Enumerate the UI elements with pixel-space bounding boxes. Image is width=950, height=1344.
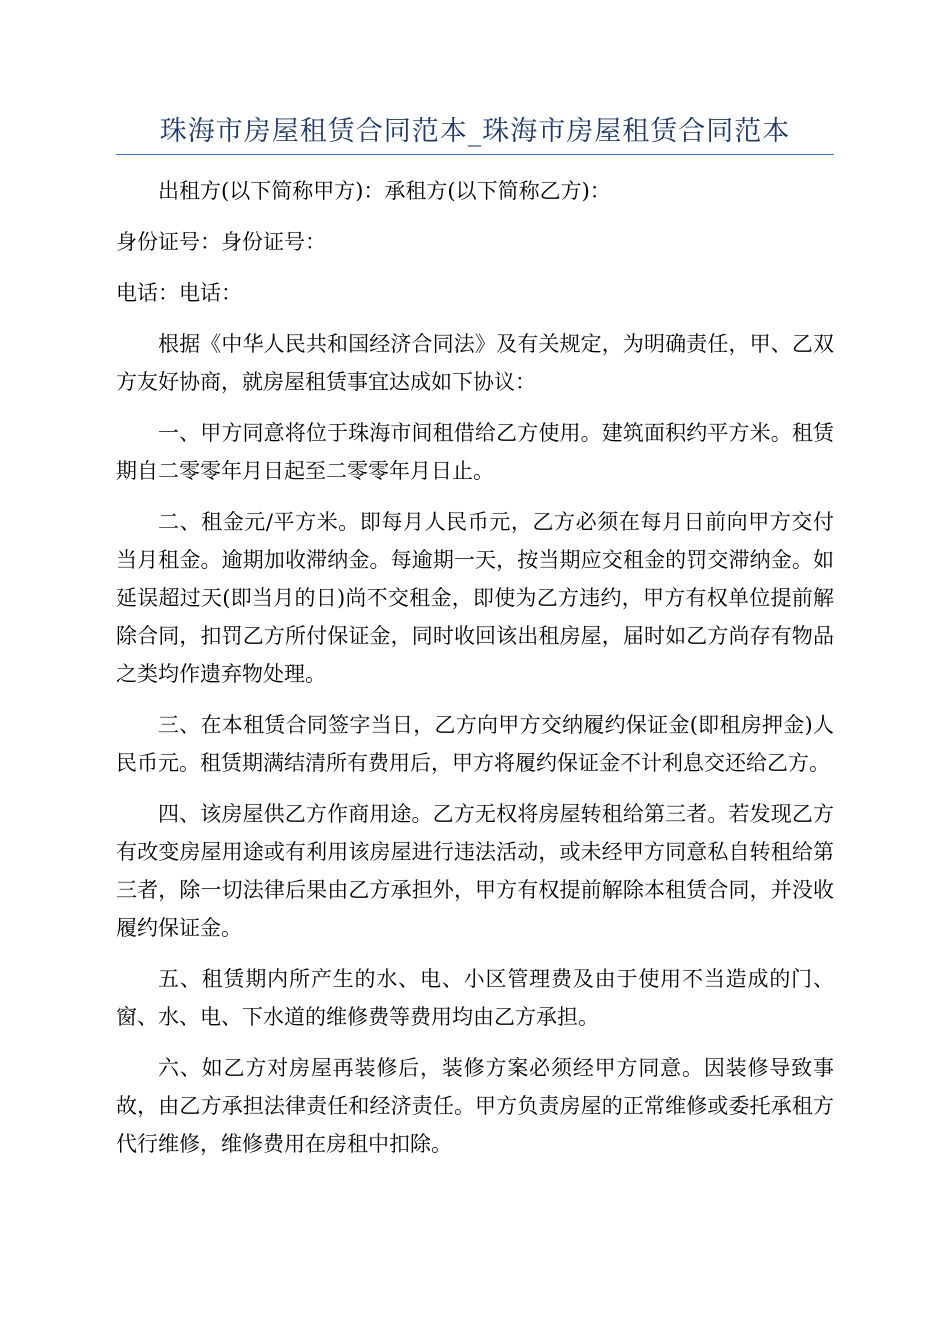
clause-6: 六、如乙方对房屋再装修后，装修方案必须经甲方同意。因装修导致事故，由乙方承担法律责任和经济责任。甲方负责房屋的正常维修或委托承租方代行维修，维修费用在房租中扣除。 xyxy=(116,1056,834,1156)
title-underline xyxy=(116,154,834,155)
clause-1: 一、甲方同意将位于珠海市间租借给乙方使用。建筑面积约平方米。租赁期自二零零年月日起至二零零年月日止。 xyxy=(116,421,834,483)
id-number-line: 身份证号：身份证号： xyxy=(116,230,326,254)
clause-5: 五、租赁期内所产生的水、电、小区管理费及由于使用不当造成的门、窗、水、电、下水道的维修费等费用均由乙方承担。 xyxy=(116,967,834,1029)
phone-line: 电话：电话： xyxy=(116,281,242,305)
clause-2: 二、租金元/平方米。即每月人民币元，乙方必须在每月日前向甲方交付当月租金。逾期加收滞纳金。每逾期一天，按当期应交租金的罚交滞纳金。如延误超过天(即当月的日)尚不交租金，即使为乙方违约，甲方有权单位提前解除合同，扣罚乙方所付保证金，同时收回该出租房屋，届时如乙方尚存有物品之类均作遗弃物处理。 xyxy=(116,510,834,686)
parties-line: 出租方(以下简称甲方)：承租方(以下简称乙方)： xyxy=(158,179,611,203)
preamble-paragraph: 根据《中华人民共和国经济合同法》及有关规定，为明确责任，甲、乙双方友好协商，就房屋租赁事宜达成如下协议： xyxy=(116,332,834,394)
document-title: 珠海市房屋租赁合同范本_珠海市房屋租赁合同范本 xyxy=(159,116,791,147)
clause-4: 四、该房屋供乙方作商用途。乙方无权将房屋转租给第三者。若发现乙方有改变房屋用途或有利用该房屋进行违法活动，或未经甲方同意私自转租给第三者，除一切法律后果由乙方承担外，甲方有权提前解除本租赁合同，并没收履约保证金。 xyxy=(116,802,834,940)
document-body xyxy=(116,172,834,1176)
clause-3: 三、在本租赁合同签字当日，乙方向甲方交纳履约保证金(即租房押金)人民币元。租赁期满结清所有费用后，甲方将履约保证金不计利息交还给乙方。 xyxy=(116,713,834,775)
